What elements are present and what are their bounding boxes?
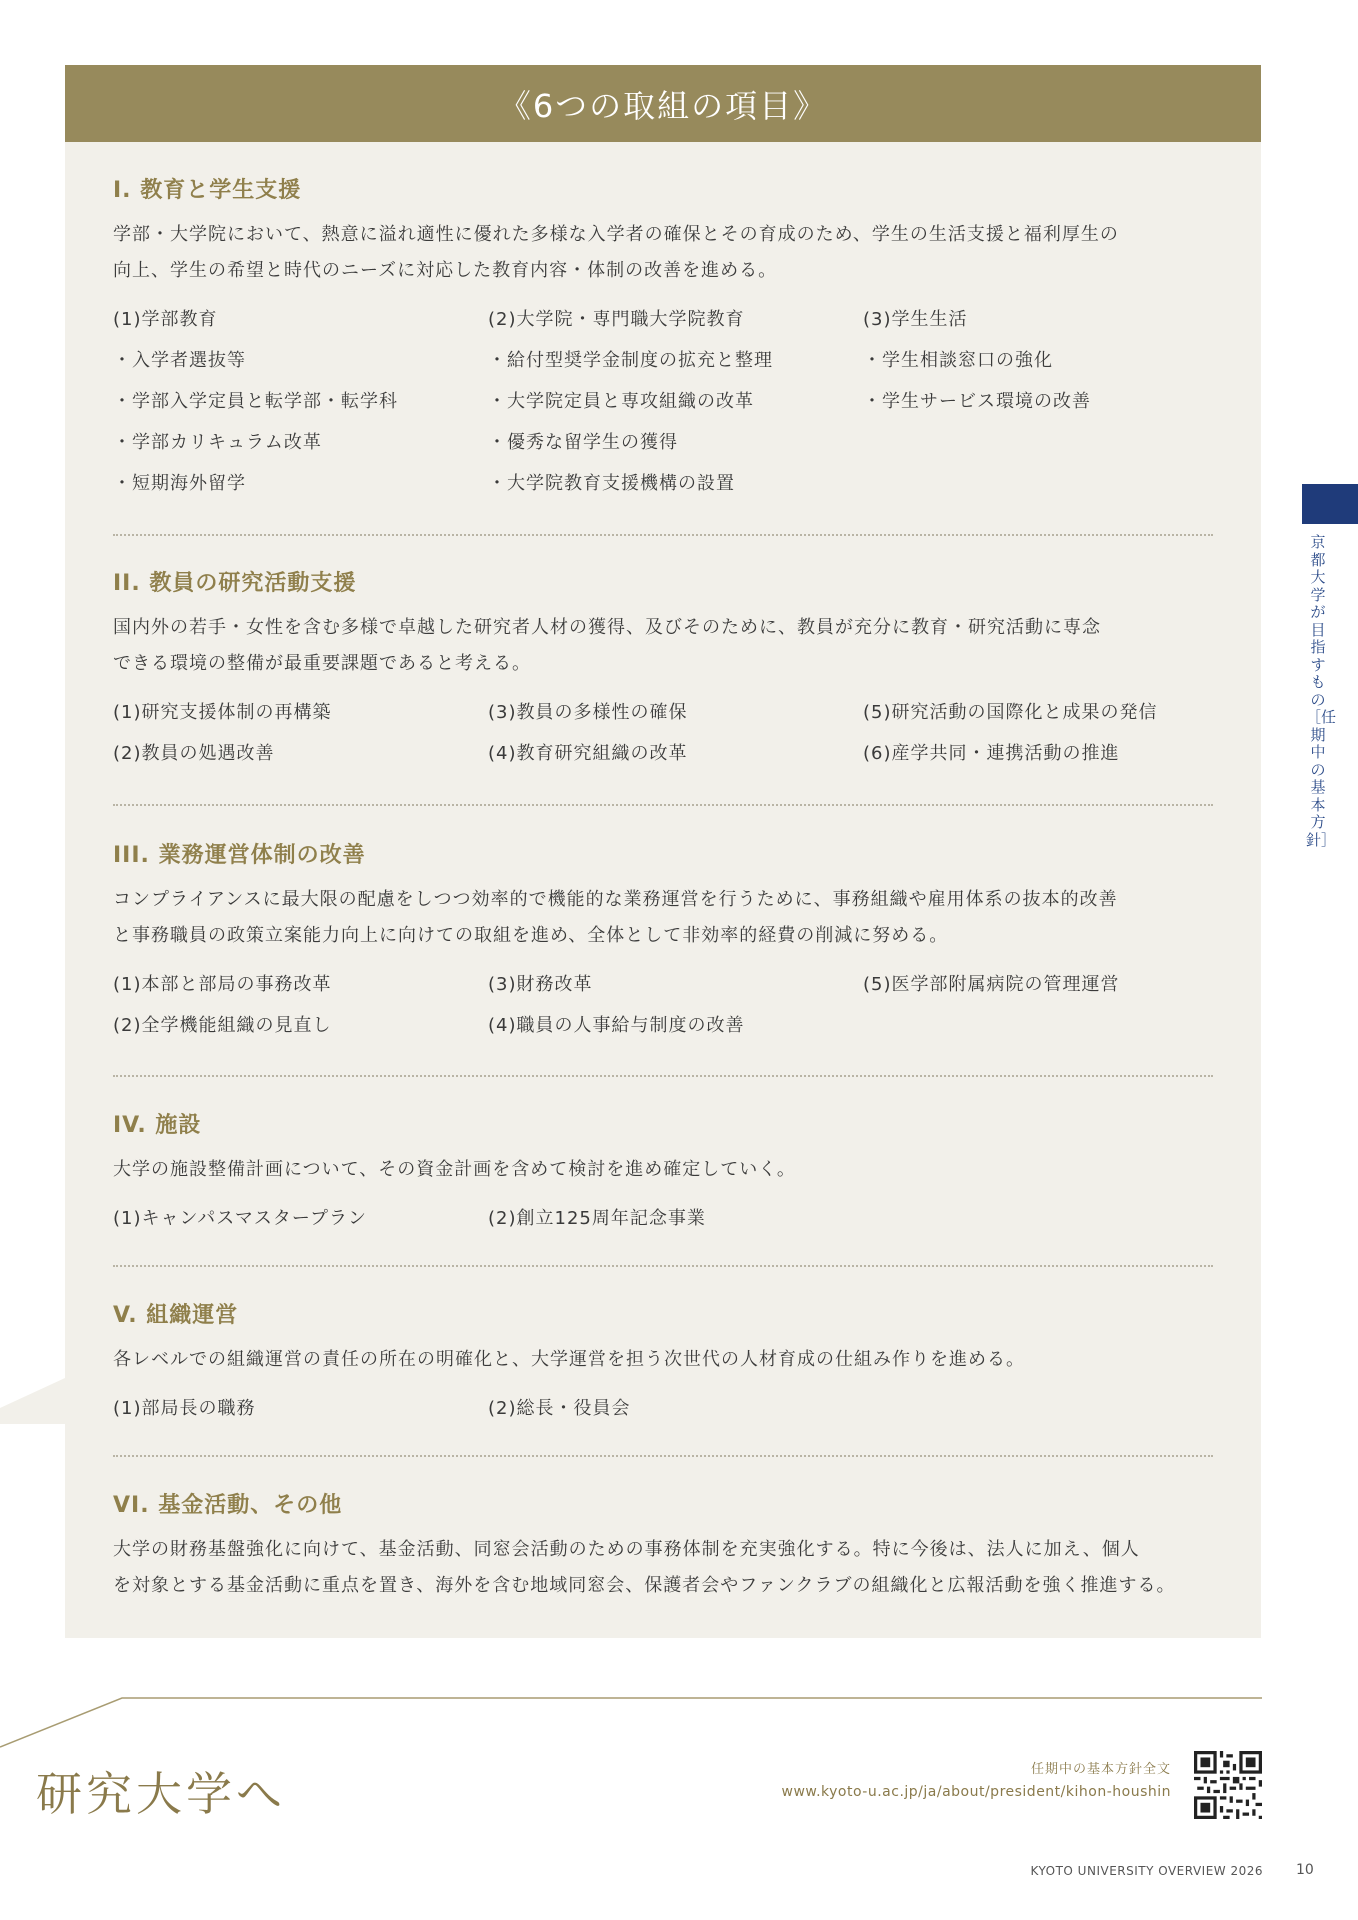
- list-item: (5)研究活動の国際化と成果の発信: [863, 702, 1158, 723]
- list-item: (3)学生生活: [863, 309, 968, 330]
- list-item: (1)本部と部局の事務改革: [113, 974, 332, 995]
- item-column: [488, 1198, 706, 1239]
- section-title: I. 教育と学生支援: [113, 178, 302, 203]
- section-divider: [113, 1455, 1213, 1457]
- list-item: (1)キャンパスマスタープラン: [113, 1208, 367, 1229]
- item-column: [113, 964, 332, 1046]
- item-column: [488, 964, 745, 1046]
- list-item: ・学部カリキュラム改革: [113, 432, 322, 453]
- item-column: [113, 1198, 367, 1239]
- list-item: (4)職員の人事給与制度の改善: [488, 1015, 745, 1036]
- side-tab: [1302, 484, 1358, 524]
- item-grid: [113, 299, 1213, 504]
- section-title: II. 教員の研究活動支援: [113, 571, 357, 596]
- section-title: V. 組織運営: [113, 1303, 239, 1328]
- list-item: ・優秀な留学生の獲得: [488, 432, 678, 453]
- item-column: [863, 964, 1120, 1005]
- side-vertical-label: 京都大学が目指すもの［任期中の基本方針］: [1306, 533, 1337, 849]
- qr-code-icon[interactable]: [1194, 1751, 1262, 1819]
- section-divider: [113, 1265, 1213, 1267]
- section-title: III. 業務運営体制の改善: [113, 843, 366, 868]
- link-label: 任期中の基本方針全文: [1030, 1762, 1171, 1777]
- section-description: 大学の施設整備計画について、その資金計画を含めて検討を進め確定していく。: [113, 1159, 796, 1180]
- list-item: ・給付型奨学金制度の拡充と整理: [488, 350, 773, 371]
- item-column: [488, 299, 773, 504]
- page-number: 10: [1296, 1862, 1314, 1878]
- list-item: (2)教員の処遇改善: [113, 743, 275, 764]
- list-item: (4)教育研究組織の改革: [488, 743, 688, 764]
- section-facilities: [113, 1110, 1213, 1239]
- item-column: [113, 1388, 256, 1429]
- list-item: ・学生相談窓口の強化: [863, 350, 1053, 371]
- list-item: (5)医学部附属病院の管理運営: [863, 974, 1120, 995]
- item-column: [113, 692, 332, 774]
- list-item: ・学生サービス環境の改善: [863, 391, 1091, 412]
- brand-title: 研究大学へ: [36, 1767, 286, 1821]
- item-grid: [113, 1198, 1213, 1239]
- publication-title: KYOTO UNIVERSITY OVERVIEW 2026: [1030, 1864, 1263, 1878]
- section-title: VI. 基金活動、その他: [113, 1493, 343, 1518]
- panel-header: [65, 65, 1261, 142]
- section-description: 各レベルでの組織運営の責任の所在の明確化と、大学運営を担う次世代の人材育成の仕組み作りを進める。: [113, 1349, 1025, 1370]
- item-grid: [113, 964, 1213, 1046]
- section-fund: [113, 1490, 1213, 1604]
- list-item: ・入学者選抜等: [113, 350, 246, 371]
- section-divider: [113, 534, 1213, 536]
- list-item: (1)学部教育: [113, 309, 218, 330]
- section-administration: [113, 840, 1213, 1046]
- list-item: ・短期海外留学: [113, 473, 246, 494]
- item-column: [863, 692, 1158, 774]
- list-item: ・学部入学定員と転学部・転学科: [113, 391, 398, 412]
- list-item: (2)創立125周年記念事業: [488, 1208, 706, 1229]
- list-item: (6)産学共同・連携活動の推進: [863, 743, 1120, 764]
- section-description: 大学の財務基盤強化に向けて、基金活動、同窓会活動のための事務体制を充実強化する。特に今後は、法人に加え、個人 を対象とする基金活動に重点を置き、海外を含む地域同窓会、保護者会やファンクラブの組織化と広報活動を強く推進する。: [113, 1539, 1176, 1596]
- item-column: [113, 299, 398, 504]
- list-item: (2)大学院・専門職大学院教育: [488, 309, 745, 330]
- section-education: [113, 175, 1213, 504]
- list-item: ・大学院教育支援機構の設置: [488, 473, 735, 494]
- list-item: (3)教員の多様性の確保: [488, 702, 688, 723]
- section-description: 学部・大学院において、熱意に溢れ適性に優れた多様な入学者の確保とその育成のため、学生の生活支援と福利厚生の 向上、学生の希望と時代のニーズに対応した教育内容・体制の改善を進める。: [113, 224, 1119, 281]
- list-item: (3)財務改革: [488, 974, 593, 995]
- list-item: (1)部局長の職務: [113, 1398, 256, 1419]
- item-column: [488, 1388, 631, 1429]
- item-grid: [113, 1388, 1213, 1429]
- policy-link[interactable]: www.kyoto-u.ac.jp/ja/about/president/kihon-houshin: [781, 1784, 1171, 1800]
- section-description: 国内外の若手・女性を含む多様で卓越した研究者人材の獲得、及びそのために、教員が充分に教育・研究活動に専念 できる環境の整備が最重要課題であると考える。: [113, 617, 1101, 674]
- list-item: (1)研究支援体制の再構築: [113, 702, 332, 723]
- item-column: [488, 692, 688, 774]
- section-divider: [113, 1075, 1213, 1077]
- panel-title: 《6つの取組の項目》: [498, 86, 828, 125]
- item-grid: [113, 692, 1213, 774]
- section-organization: [113, 1300, 1213, 1429]
- section-description: コンプライアンスに最大限の配慮をしつつ効率的で機能的な業務運営を行うために、事務組織や雇用体系の抜本的改善 と事務職員の政策立案能力向上に向けての取組を進め、全体として非効率的経費の削減に努める。: [113, 889, 1118, 946]
- section-research: [113, 568, 1213, 774]
- item-column: [863, 299, 1091, 422]
- decorative-triangle: [0, 1378, 65, 1424]
- list-item: (2)総長・役員会: [488, 1398, 631, 1419]
- footer-line: [0, 1678, 1262, 1748]
- section-divider: [113, 804, 1213, 806]
- list-item: (2)全学機能組織の見直し: [113, 1015, 332, 1036]
- section-title: IV. 施設: [113, 1113, 202, 1138]
- list-item: ・大学院定員と専攻組織の改革: [488, 391, 754, 412]
